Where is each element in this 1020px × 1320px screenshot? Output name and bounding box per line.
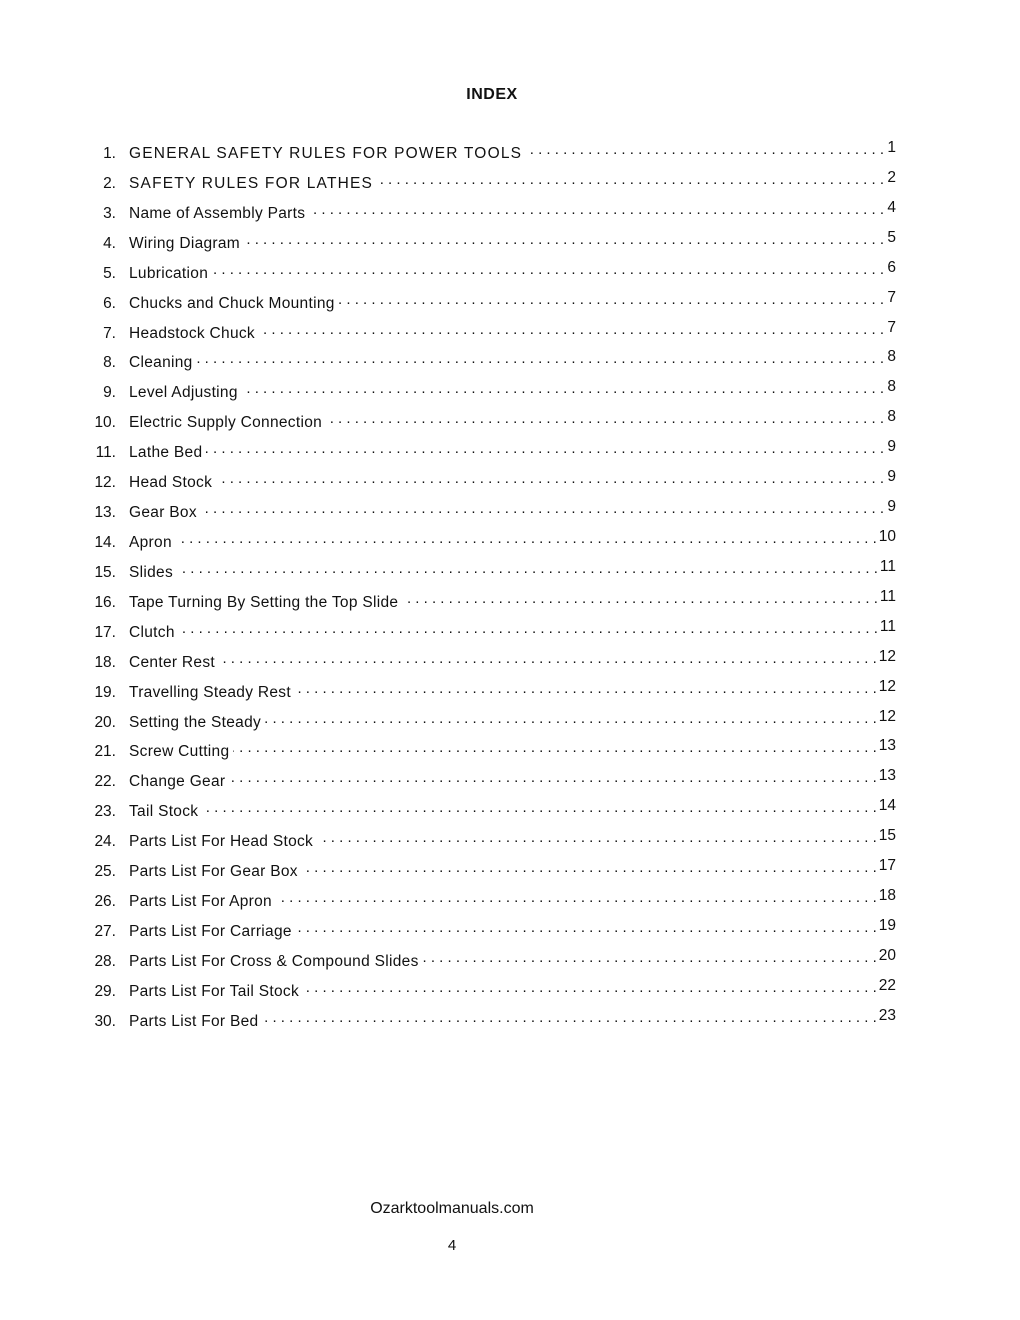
toc-entry-title: Apron [129,533,172,551]
toc-entry-number: 25. [94,863,116,881]
toc-entry-number: 26. [94,893,116,911]
toc-entry-title: Tail Stock [129,803,199,821]
toc-entry-number: 23. [94,803,116,821]
toc-dot-leader [339,290,884,308]
toc-entry [86,559,896,589]
table-of-contents [86,140,896,1038]
toc-entry-page: 7 [887,318,896,336]
toc-entry-number: 28. [94,952,116,970]
toc-entry-title: Parts List For Tail Stock [129,982,300,1000]
toc-entry [86,978,896,1008]
toc-dot-leader [276,888,877,906]
toc-entry [86,589,896,619]
toc-dot-leader [197,349,884,367]
toc-entry-title: Change Gear [129,773,226,791]
toc-entry-number: 9. [103,384,116,402]
toc-dot-leader [423,948,877,966]
toc-entry-page: 8 [887,378,896,396]
toc-entry-title: Chucks and Chuck Mounting [129,294,335,312]
toc-dot-leader [206,439,884,457]
toc-entry-title: Parts List For Cross & Compound Slides [129,952,419,970]
toc-entry-title: Headstock Chuck [129,324,255,342]
toc-entry-title: Head Stock [129,474,213,492]
toc-entry-page: 4 [887,198,896,216]
toc-dot-leader [402,589,878,607]
toc-entry-page: 22 [878,976,896,994]
toc-entry-page: 12 [878,647,896,665]
toc-entry-number: 8. [103,354,116,372]
toc-entry-page: 8 [887,408,896,426]
toc-entry [86,798,896,828]
toc-entry-page: 9 [887,438,896,456]
toc-entry-number: 10. [94,414,116,432]
toc-entry-title: Parts List For Head Stock [129,833,314,851]
toc-entry-page: 23 [878,1006,896,1024]
toc-entry-number: 16. [94,593,116,611]
page-title: INDEX [466,86,518,103]
toc-entry [86,379,896,409]
toc-entry [86,619,896,649]
toc-entry [86,499,896,529]
toc-entry [86,170,896,200]
toc-entry-title: Gear Box [129,504,197,522]
toc-dot-leader [212,260,884,278]
toc-entry-page: 18 [878,887,896,905]
toc-entry [86,260,896,290]
toc-entry-number: 1. [103,145,116,162]
toc-dot-leader [262,1008,876,1026]
toc-entry [86,888,896,918]
toc-dot-leader [377,170,884,188]
toc-entry [86,709,896,739]
toc-entry-number: 15. [94,563,116,581]
toc-entry-page: 1 [887,139,896,156]
toc-entry-title: Lubrication [129,264,209,282]
toc-entry-number: 4. [103,234,116,252]
toc-entry-number: 19. [94,683,116,701]
toc-dot-leader [302,858,877,876]
page-number: 4 [447,1237,457,1254]
toc-dot-leader [296,918,877,936]
toc-entry-page: 9 [887,468,896,486]
toc-entry-number: 12. [94,474,116,492]
toc-entry-page: 12 [878,707,896,725]
toc-entry-number: 17. [94,623,116,641]
toc-entry-page: 9 [887,498,896,516]
toc-entry [86,529,896,559]
toc-entry-title: GENERAL SAFETY RULES FOR POWER TOOLS [129,145,523,162]
toc-entry-title: Tape Turning By Setting the Top Slide [129,593,399,611]
toc-entry-number: 30. [94,1012,116,1030]
toc-entry-page: 11 [879,617,896,635]
toc-entry [86,140,896,170]
toc-entry-page: 20 [878,946,896,964]
toc-dot-leader [233,738,876,756]
toc-entry [86,768,896,798]
toc-entry-number: 22. [94,773,116,791]
toc-entry-page: 14 [878,797,896,815]
toc-entry-number: 20. [94,713,116,731]
toc-dot-leader [179,619,878,637]
toc-entry-page: 11 [879,587,896,605]
footer-site-name: Ozarktoolmanuals.com [370,1200,534,1217]
toc-entry [86,469,896,499]
toc-dot-leader [229,768,876,786]
toc-entry-number: 14. [94,533,116,551]
toc-dot-leader [176,529,877,547]
toc-entry-title: Parts List For Gear Box [129,863,298,881]
toc-dot-leader [216,469,884,487]
toc-entry-page: 15 [878,827,896,845]
toc-entry [86,349,896,379]
toc-entry-number: 29. [94,982,116,1000]
toc-entry-number: 18. [94,653,116,671]
toc-entry-number: 21. [94,743,116,761]
toc-entry-title: Electric Supply Connection [129,414,323,432]
toc-dot-leader [177,559,878,577]
toc-dot-leader [244,230,884,248]
toc-entry [86,230,896,260]
toc-entry-title: Clutch [129,623,175,641]
toc-entry-number: 5. [103,264,116,282]
toc-entry [86,439,896,469]
toc-entry-number: 13. [94,504,116,522]
toc-dot-leader [265,709,877,727]
toc-entry-title: Name of Assembly Parts [129,204,306,222]
toc-entry-page: 11 [879,557,896,575]
toc-entry-title: Parts List For Apron [129,893,272,911]
toc-dot-leader [526,140,884,158]
toc-entry-page: 13 [878,737,896,755]
toc-entry-title: Screw Cutting [129,743,230,761]
toc-entry-title: Parts List For Bed [129,1012,259,1030]
toc-entry [86,858,896,888]
toc-entry-page: 7 [887,288,896,306]
toc-entry-title: Travelling Steady Rest [129,683,291,701]
toc-entry-number: 7. [103,324,116,342]
toc-dot-leader [219,649,877,667]
toc-dot-leader [202,798,876,816]
toc-entry-page: 6 [887,258,896,276]
toc-dot-leader [309,200,884,218]
toc-entry-title: Center Rest [129,653,215,671]
toc-entry [86,828,896,858]
toc-entry-page: 13 [878,767,896,785]
toc-entry [86,918,896,948]
toc-entry [86,738,896,768]
toc-entry [86,290,896,320]
toc-entry [86,948,896,978]
toc-entry [86,1008,896,1038]
toc-entry-number: 24. [94,833,116,851]
toc-entry-title: SAFETY RULES FOR LATHES [129,174,374,192]
toc-dot-leader [295,679,877,697]
toc-entry-title: Lathe Bed [129,444,203,462]
toc-entry-number: 11. [95,444,116,462]
toc-entry-page: 5 [887,228,896,246]
toc-entry-page: 12 [878,677,896,695]
toc-entry [86,200,896,230]
toc-entry-title: Setting the Steady [129,713,262,731]
toc-dot-leader [259,320,884,338]
toc-entry-number: 2. [103,174,116,192]
toc-entry-page: 19 [878,916,896,934]
toc-entry [86,649,896,679]
toc-entry [86,320,896,350]
toc-dot-leader [242,379,884,397]
toc-dot-leader [201,499,884,517]
toc-entry-number: 27. [94,922,116,940]
toc-entry [86,409,896,439]
toc-entry-number: 3. [103,204,116,222]
toc-dot-leader [317,828,877,846]
toc-entry-page: 17 [878,857,896,875]
toc-entry-number: 6. [103,294,116,312]
toc-entry-page: 10 [878,527,896,545]
toc-dot-leader [326,409,884,427]
toc-entry-title: Wiring Diagram [129,234,240,252]
toc-dot-leader [303,978,877,996]
toc-entry-title: Level Adjusting [129,384,238,402]
toc-entry-title: Cleaning [129,354,193,372]
toc-entry [86,679,896,709]
toc-entry-title: Parts List For Carriage [129,922,292,940]
toc-entry-title: Slides [129,563,174,581]
toc-entry-page: 2 [887,168,896,186]
toc-entry-page: 8 [887,348,896,366]
